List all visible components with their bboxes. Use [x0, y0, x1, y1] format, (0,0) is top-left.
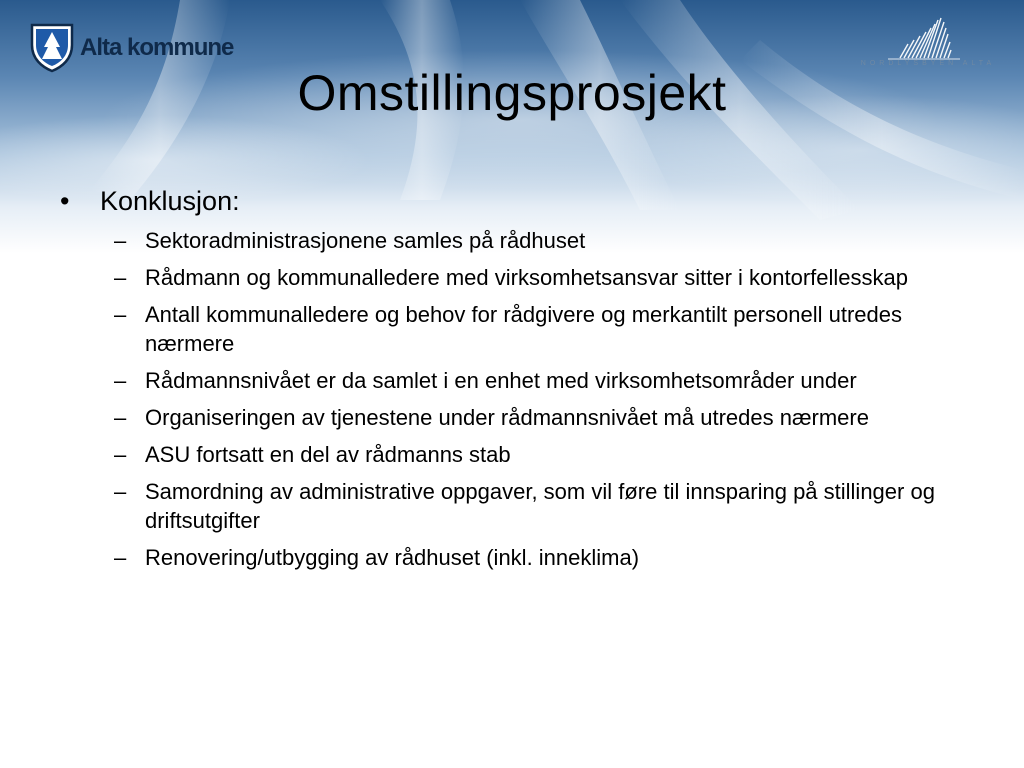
- list-item: [58, 543, 945, 572]
- sub-bullet-list: [58, 226, 978, 572]
- dash-icon: –: [114, 368, 127, 393]
- list-item: [58, 477, 945, 535]
- brand-caption: NORDLYSBYEN ALTA: [860, 60, 996, 67]
- slide-title: Omstillingsprosjekt: [297, 65, 727, 121]
- list-item: [58, 263, 945, 292]
- list-item-text: ASU fortsatt en del av rådmanns stab: [145, 442, 511, 467]
- list-item-text: Sektoradministrasjonene samles på rådhuset: [145, 228, 586, 253]
- dash-icon: –: [114, 405, 127, 430]
- bullet-label: Konklusjon:: [100, 186, 240, 216]
- list-item-text: Samordning av administrative oppgaver, som vil føre til innsparing på stillinger og driftsutgifter: [145, 479, 935, 533]
- list-item-text: Rådmann og kommunalledere med virksomhetsansvar sitter i kontorfellesskap: [145, 265, 909, 290]
- slide-body: [58, 184, 978, 580]
- dash-icon: –: [114, 228, 127, 253]
- dash-icon: –: [114, 302, 127, 327]
- list-item-text: Antall kommunalledere og behov for rådgivere og merkantilt personell utredes nærmere: [145, 302, 902, 356]
- list-item: [58, 300, 945, 358]
- dash-icon: –: [114, 545, 127, 570]
- list-item-text: Renovering/utbygging av rådhuset (inkl. inneklima): [145, 545, 640, 570]
- dash-icon: –: [114, 442, 127, 467]
- list-item: [58, 366, 945, 395]
- list-item: [58, 403, 945, 432]
- dash-icon: –: [114, 265, 127, 290]
- bullet-dot-icon: •: [60, 186, 70, 216]
- list-item: [58, 226, 945, 255]
- bullet-conclusion: [58, 184, 978, 218]
- list-item-text: Organiseringen av tjenestene under rådmannsnivået må utredes nærmere: [145, 405, 869, 430]
- logo-text: Alta kommune: [80, 34, 234, 61]
- list-item-text: Rådmannsnivået er da samlet i en enhet med virksomhetsområder under: [145, 368, 857, 393]
- list-item: [58, 440, 945, 469]
- dash-icon: –: [114, 479, 127, 504]
